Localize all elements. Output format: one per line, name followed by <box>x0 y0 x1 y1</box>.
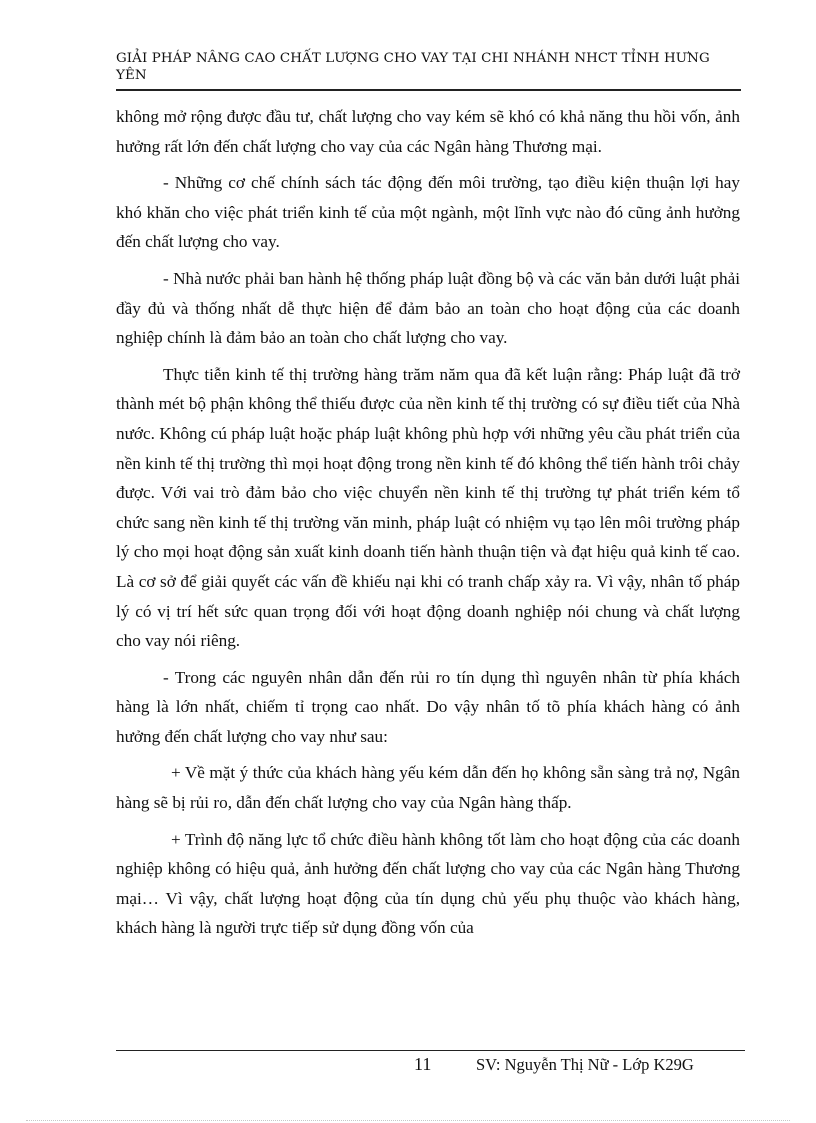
paragraph-market-practice: Thực tiễn kinh tế thị trường hàng trăm năm qua đã kết luận rằng: Pháp luật đã trở thành mét bộ phận không thể thiếu được của nền kinh tế thị trường có sự điều tiết của Nhà nước. Không cú pháp luật hoặc pháp luật không phù hợp với những yêu cầu phát triển của nền kinh tế thị trường thì mọi hoạt động trong nền kinh tế đó không thể tiến hành trôi chảy được. Với vai trò đảm bảo cho việc chuyển nền kinh tế thị trường tự phát triển kém tổ chức sang nền kinh tế thị trường văn minh, pháp luật có nhiệm vụ tạo lên môi trường pháp lý cho mọi hoạt động sản xuất kinh doanh tiến hành thuận tiện và đạt hiệu quả kinh tế cao. Là cơ sở để giải quyết các vấn đề khiếu nại khi có tranh chấp xảy ra. Vì vậy, nhân tố pháp lý có vị trí hết sức quan trọng đối với hoạt động doanh nghiệp nói chung và chất lượng cho vay nói riêng. <box>116 364 740 651</box>
footer-divider <box>116 1050 745 1051</box>
paragraph-legal-system: - Nhà nước phải ban hành hệ thống pháp luật đồng bộ và các văn bản dưới luật phải đầy đủ và thống nhất dễ thực hiện để đảm bảo an toàn cho hoạt động của các doanh nghiệp chính là đảm bảo an toàn cho chất lượng cho vay. <box>116 268 740 348</box>
paragraph-continuation: không mở rộng được đầu tư, chất lượng cho vay kém sẽ khó có khả năng thu hồi vốn, ảnh hưởng rất lớn đến chất lượng cho vay của các Ngân hàng Thương mại. <box>116 107 740 156</box>
footer-student-info: SV: Nguyễn Thị Nữ - Lớp K29G <box>476 1055 694 1074</box>
body-text <box>116 102 740 950</box>
paragraph-customer-awareness: + Về mặt ý thức của khách hàng yếu kém dẫn đến họ không sẵn sàng trả nợ, Ngân hàng sẽ bị rủi ro, dẫn đến chất lượng cho vay của Ngân hàng thấp. <box>116 763 740 813</box>
running-header-title: GIẢI PHÁP NÂNG CAO CHẤT LƯỢNG CHO VAY TẠI CHI NHÁNH NHCT TỈNH HƯNG YÊN <box>116 51 710 83</box>
page-number: 11 <box>414 1054 432 1074</box>
header-divider <box>116 89 741 91</box>
paragraph-customer-causes: - Trong các nguyên nhân dẫn đến rủi ro tín dụng thì nguyên nhân từ phía khách hàng là lớn nhất, chiếm tỉ trọng cao nhất. Do vậy nhân tố tõ phía khách hàng có ảnh hưởng đến chất lượng cho vay như sau: <box>116 667 740 746</box>
paragraph-policy: - Những cơ chế chính sách tác động đến môi trường, tạo điều kiện thuận lợi hay khó khăn cho việc phát triển kinh tế của một ngành, một lĩnh vực nào đó cũng ảnh hưởng đến chất lượng cho vay. <box>116 173 740 252</box>
paragraph-management-capacity: + Trình độ năng lực tổ chức điều hành không tốt làm cho hoạt động của các doanh nghiệp không có hiệu quả, ảnh hưởng đến chất lượng cho vay của các Ngân hàng Thương mại… Vì vậy, chất lượng hoạt động của tín dụng chủ yếu phụ thuộc vào khách hàng, khách hàng là người trực tiếp sử dụng đồng vốn của <box>116 829 740 938</box>
page-bottom-edge <box>26 1120 790 1121</box>
